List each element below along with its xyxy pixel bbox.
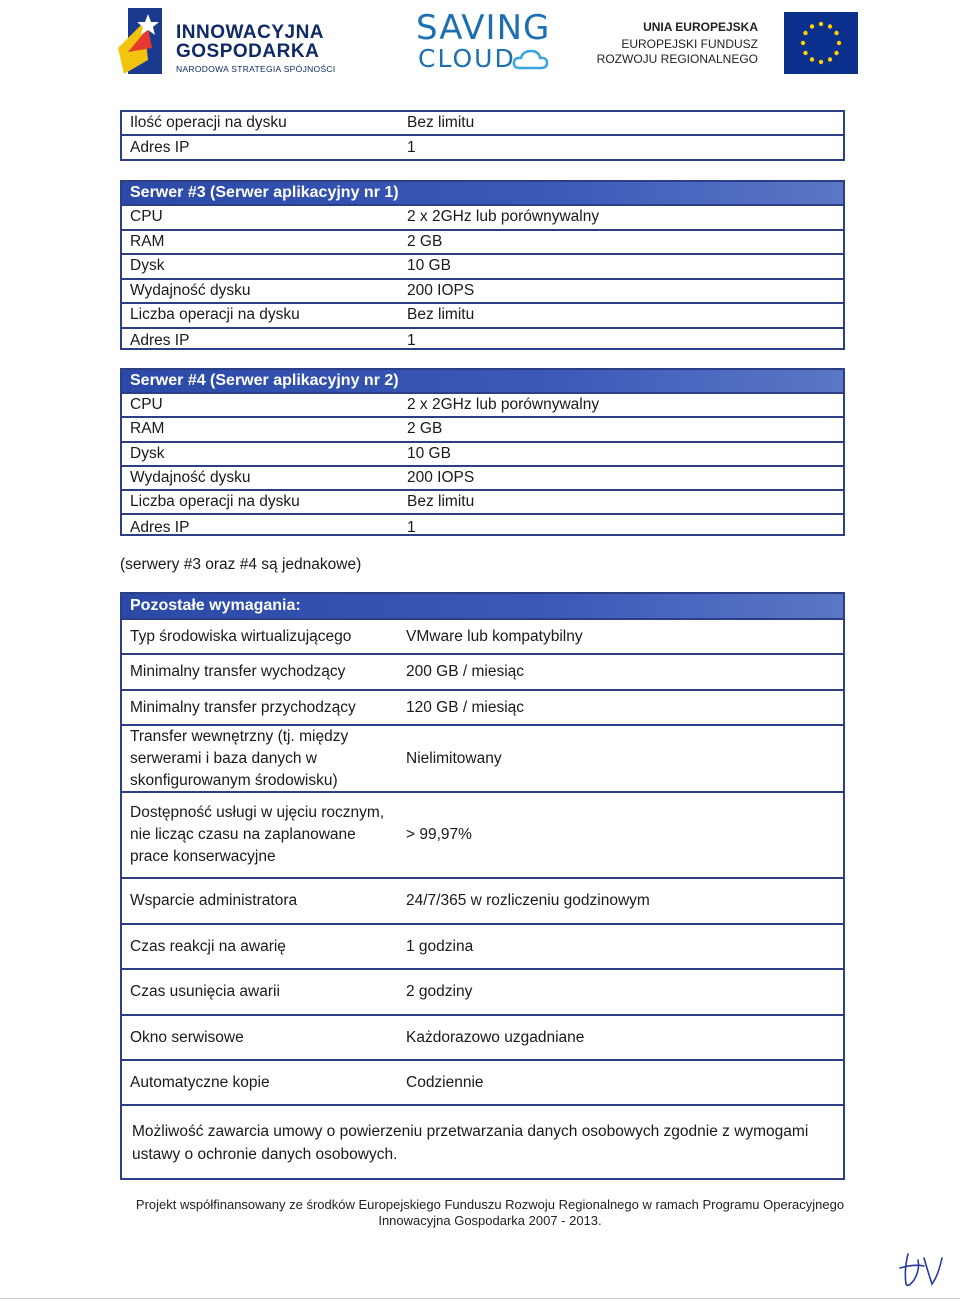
page-bottom-edge xyxy=(0,1298,960,1299)
row-label: Adres IP xyxy=(130,139,190,156)
row-value: 200 GB / miesiąc xyxy=(406,663,525,680)
page-footer xyxy=(100,1197,880,1229)
row-label: RAM xyxy=(130,232,165,250)
row-label: Okno serwisowe xyxy=(130,1028,244,1046)
row-label: CPU xyxy=(130,208,163,226)
cloud-icon xyxy=(512,48,550,70)
eu-flag-icon xyxy=(784,12,858,74)
innowacyjna-gospodarka-logo xyxy=(118,8,338,76)
ig-line2: GOSPODARKA xyxy=(176,41,320,62)
row-label: Dysk xyxy=(130,444,165,462)
row-value: VMware lub kompatybilny xyxy=(406,627,583,645)
table-row xyxy=(122,491,843,515)
table-row xyxy=(122,112,843,136)
table-row xyxy=(122,620,843,655)
row-value: 2 GB xyxy=(407,420,443,438)
servers-identical-note: (serwery #3 oraz #4 są jednakowe) xyxy=(120,556,362,573)
table-row xyxy=(122,515,843,539)
footer-line1: Projekt współfinansowany ze środków Europejskiego Funduszu Rozwoju Regionalnego w ramach Programu Operacyjnego xyxy=(135,1197,845,1212)
row-label: Minimalny transfer przychodzący xyxy=(130,698,356,716)
table-row xyxy=(122,655,843,691)
table-row xyxy=(122,329,843,354)
row-label: Adres IP xyxy=(130,518,190,536)
row-label: Transfer wewnętrzny (tj. między serwerami i baza danych w skonfigurowanym środowisku) xyxy=(130,727,349,789)
server3-table xyxy=(120,180,845,350)
table-row-full-width xyxy=(122,1106,843,1179)
row-value: > 99,97% xyxy=(406,826,472,843)
server4-title-text: Serwer #4 (Serwer aplikacyjny nr 2) xyxy=(130,372,399,389)
row-value: 200 IOPS xyxy=(407,281,475,299)
row-label: Liczba operacji na dysku xyxy=(130,306,300,324)
row-value: 1 xyxy=(407,139,416,156)
table-row xyxy=(122,925,843,970)
row-value: 10 GB xyxy=(407,257,451,275)
row-label: Wydajność dysku xyxy=(130,281,251,299)
row-value: 24/7/365 w rozliczeniu godzinowym xyxy=(406,892,650,909)
row-label: RAM xyxy=(130,420,165,438)
table-row xyxy=(122,793,843,879)
table-row xyxy=(122,136,843,160)
table-row xyxy=(122,304,843,329)
table-row xyxy=(122,1061,843,1106)
ue-line3: ROZWOJU REGIONALNEGO xyxy=(596,52,758,66)
row-value: Bez limitu xyxy=(407,306,475,324)
table-row xyxy=(122,255,843,280)
ue-line2: EUROPEJSKI FUNDUSZ xyxy=(621,37,758,51)
row-value: Bez limitu xyxy=(407,493,475,511)
other-requirements-table xyxy=(120,592,845,1180)
row-value: Każdorazowo uzgadniane xyxy=(406,1028,585,1046)
ig-line3: NARODOWA STRATEGIA SPÓJNOŚCI xyxy=(176,64,336,74)
row-value: 2 x 2GHz lub porównywalny xyxy=(407,208,600,226)
other-title-text: Pozostałe wymagania: xyxy=(130,597,301,614)
table-row xyxy=(122,418,843,442)
table-row xyxy=(122,394,843,418)
table-row xyxy=(122,691,843,726)
ig-flag-icon xyxy=(118,8,162,74)
row-label: Ilość operacji na dysku xyxy=(130,114,287,131)
row-value: Bez limitu xyxy=(407,114,475,131)
row-value: 1 xyxy=(407,331,416,349)
row-label: Dysk xyxy=(130,257,165,275)
table-row xyxy=(122,726,843,793)
row-label: Czas usunięcia awarii xyxy=(130,983,280,1000)
table-row xyxy=(122,970,843,1016)
table-row xyxy=(122,467,843,491)
row-label: Typ środowiska wirtualizującego xyxy=(130,627,352,645)
row-label: Wsparcie administratora xyxy=(130,892,298,909)
table-row xyxy=(122,231,843,256)
row-value: Codziennie xyxy=(406,1073,484,1091)
row-value: 2 GB xyxy=(407,232,443,250)
row-value: 2 godziny xyxy=(406,983,473,1000)
row-label: Liczba operacji na dysku xyxy=(130,493,300,511)
row-value: 1 xyxy=(407,518,416,536)
row-value: 10 GB xyxy=(407,444,451,462)
row-label: Adres IP xyxy=(130,331,190,349)
row-value: 1 godzina xyxy=(406,937,474,955)
row-label: Automatyczne kopie xyxy=(130,1073,270,1091)
table-row xyxy=(122,443,843,467)
row-value: 120 GB / miesiąc xyxy=(406,698,525,716)
row-label: CPU xyxy=(130,396,163,414)
handwritten-initials-icon xyxy=(894,1250,946,1290)
table-row xyxy=(122,280,843,305)
server4-table xyxy=(120,368,845,536)
page-header xyxy=(0,0,960,90)
ig-line1: INNOWACYJNA xyxy=(176,22,325,43)
saving-text: SAVING xyxy=(416,8,551,48)
other-title xyxy=(122,594,843,620)
server3-title-text: Serwer #3 (Serwer aplikacyjny nr 1) xyxy=(130,184,399,201)
table-row xyxy=(122,1016,843,1061)
row-value: 200 IOPS xyxy=(407,469,475,487)
row-label: Czas reakcji na awarię xyxy=(130,937,286,955)
row-label: Dostępność usługi w ujęciu rocznym, nie licząc czasu na zaplanowane prace konserwacyjne xyxy=(130,804,385,865)
row-label: Minimalny transfer wychodzący xyxy=(130,663,346,680)
footer-line2: Innowacyjna Gospodarka 2007 - 2013. xyxy=(378,1213,602,1228)
unia-europejska-logo xyxy=(596,10,862,76)
cloud-text: CLOUD xyxy=(418,44,516,73)
row-label: Wydajność dysku xyxy=(130,469,251,487)
row-value: Nielimitowany xyxy=(406,749,502,767)
ue-line1: UNIA EUROPEJSKA xyxy=(643,20,758,34)
table-row xyxy=(122,206,843,231)
row-value: 2 x 2GHz lub porównywalny xyxy=(407,396,600,414)
server4-title xyxy=(122,370,843,394)
data-protection-text: Możliwość zawarcia umowy o powierzeniu przetwarzania danych osobowych zgodnie z wymogami ustawy o ochronie danych osobowych. xyxy=(132,1122,809,1163)
saving-cloud-logo xyxy=(416,8,556,73)
server3-title xyxy=(122,182,843,206)
table-row xyxy=(122,879,843,925)
server-continuation-table xyxy=(120,110,845,161)
